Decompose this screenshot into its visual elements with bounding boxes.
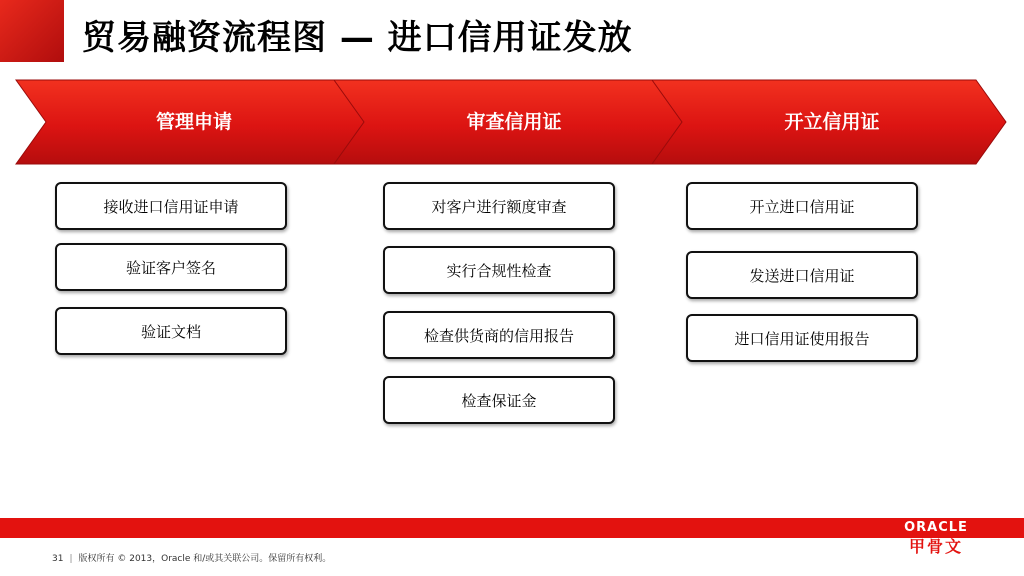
step-box: 验证客户签名 xyxy=(55,243,287,291)
copyright-text: 版权所有 © 2013，Oracle 和/或其关联公司。保留所有权利。 xyxy=(78,554,332,564)
step-box: 检查供货商的信用报告 xyxy=(383,311,615,359)
step-box: 验证文档 xyxy=(55,307,287,355)
process-chevrons xyxy=(0,0,1024,180)
stage-2-label: 审查信用证 xyxy=(466,111,562,133)
step-box: 实行合规性检查 xyxy=(383,246,615,294)
footer-separator: | xyxy=(69,554,73,564)
step-box: 发送进口信用证 xyxy=(686,251,918,299)
stage-1-label: 管理申请 xyxy=(155,111,232,133)
oracle-logo xyxy=(894,519,978,559)
logo-cn-text: 甲骨文 xyxy=(908,537,963,556)
step-box: 对客户进行额度审查 xyxy=(383,182,615,230)
footer-bar xyxy=(0,518,1024,538)
logo-text: ORACLE xyxy=(904,520,968,535)
page-title: 贸易融资流程图 — 进口信用证发放 xyxy=(82,18,633,58)
step-box: 开立进口信用证 xyxy=(686,182,918,230)
stage-3-label: 开立信用证 xyxy=(784,111,880,133)
step-box: 检查保证金 xyxy=(383,376,615,424)
page-number: 31 xyxy=(52,554,64,564)
step-box: 进口信用证使用报告 xyxy=(686,314,918,362)
step-box: 接收进口信用证申请 xyxy=(55,182,287,230)
footer xyxy=(52,551,331,564)
